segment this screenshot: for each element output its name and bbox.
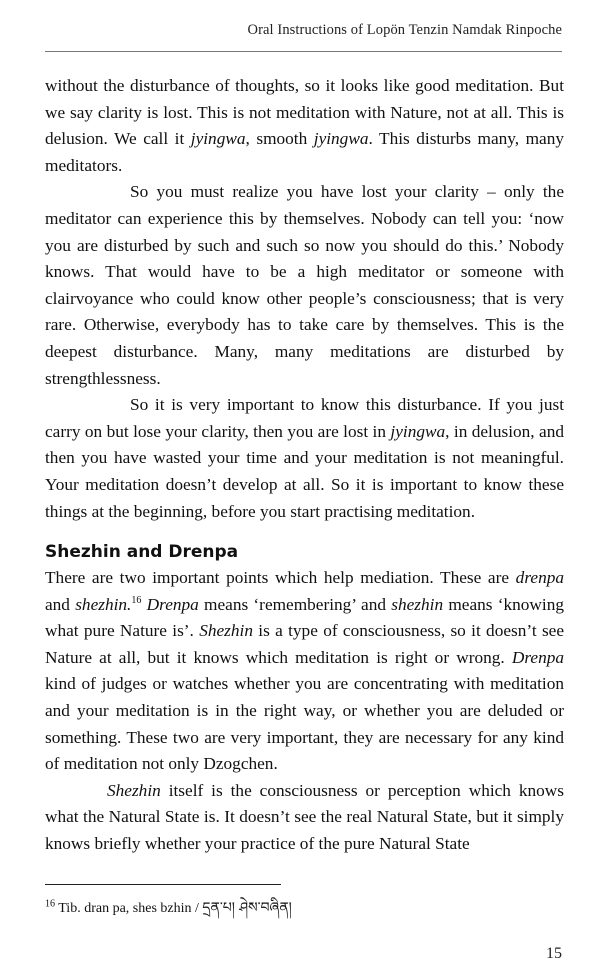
text-span: . This disturbs many, many meditators. bbox=[45, 129, 565, 175]
italic-term: shezhin bbox=[391, 594, 444, 614]
body-text bbox=[45, 73, 564, 858]
paragraph-3 bbox=[45, 392, 564, 525]
footnote-rule bbox=[45, 884, 281, 885]
header-rule bbox=[45, 51, 562, 52]
italic-term: Drenpa bbox=[146, 594, 199, 614]
footnote-number: 16 bbox=[45, 898, 55, 910]
italic-term: shezhin. bbox=[75, 594, 132, 614]
text-span: itself is the consciousness or perception which knows what the Natural State is. It doesn’t see the real Natural State, but it simply knows briefly whether your practice of the pure Natural State bbox=[45, 780, 564, 854]
italic-term: jyingwa bbox=[313, 129, 369, 149]
section-heading: Shezhin and Drenpa bbox=[45, 542, 239, 563]
text-span: and bbox=[45, 594, 76, 614]
page-number: 15 bbox=[546, 945, 562, 962]
text-span: So it is very important to know this disturbance. If you just carry on but lose your clarity, then you are lost in bbox=[45, 395, 564, 441]
footnote-text: Tib. dran pa, shes bzhin / bbox=[55, 901, 203, 916]
paragraph-4 bbox=[45, 565, 564, 778]
text-span: means ‘remembering’ and bbox=[198, 594, 392, 614]
footnote bbox=[45, 899, 292, 918]
paragraph-2: So you must realize you have lost your clarity – only the meditator can experience this by themselves. Nobody can tell you: ‘now you are disturbed by such and such so now you should do this.’ Nobody knows. That would have to be a high meditator or someone with clairvoyance who could know other people’s consciousness; that is very rare. Otherwise, everybody has to take care by themselves. This is the deepest disturbance. Many, many meditations are disturbed by strengthlessness. bbox=[45, 182, 564, 388]
italic-term: Shezhin bbox=[199, 621, 253, 641]
footnote-reference[interactable]: 16 bbox=[131, 594, 142, 606]
text-span: is a type of consciousness, so it doesn’t see Nature at all, but it knows which meditation is right or wrong. bbox=[45, 621, 565, 667]
italic-term: Shezhin bbox=[107, 780, 161, 800]
text-span: kind of judges or watches whether you are concentrating with meditation and your meditation is in the right way, or whether you are deluded or something. These two are very important, they are necessary for any kind of meditation not only Dzogchen. bbox=[45, 674, 564, 774]
text-span: There are two important points which help mediation. These are bbox=[45, 568, 516, 588]
italic-term: drenpa bbox=[515, 568, 564, 588]
paragraph-5 bbox=[45, 778, 564, 858]
text-span: means ‘knowing what pure Nature is’. bbox=[45, 594, 564, 641]
italic-term: jyingwa bbox=[390, 421, 446, 441]
running-header: Oral Instructions of Lopön Tenzin Namdak Rinpoche bbox=[247, 22, 562, 38]
italic-term: Drenpa bbox=[511, 647, 564, 667]
footnote-tibetan: དྲན་པ། ཤེས་བཞིན། bbox=[202, 900, 292, 916]
paragraph-1 bbox=[45, 73, 564, 179]
italic-term: jyingwa bbox=[190, 129, 246, 149]
text-span: without the disturbance of thoughts, so it looks like good meditation. But we say clarity is lost. This is not meditation with Nature, not at all. This is delusion. We call it bbox=[45, 76, 564, 149]
text-span: , in delusion, and then you have wasted your time and your meditation is not meaningful. Your meditation doesn’t develop at all. So it is important to know these things at the beginning, before you start practising meditation. bbox=[45, 421, 564, 521]
text-span: , smooth bbox=[245, 129, 314, 149]
